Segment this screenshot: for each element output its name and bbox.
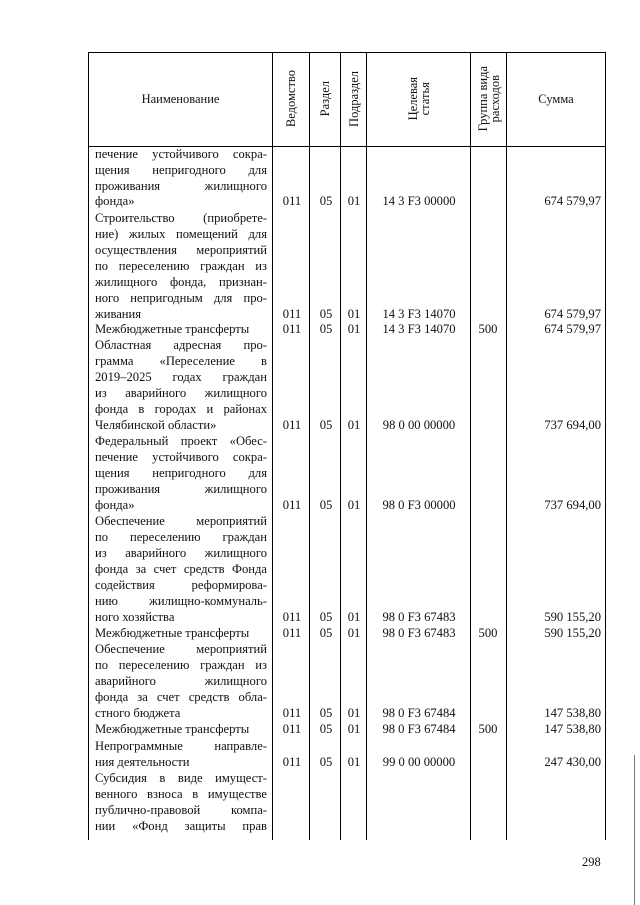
name-line: публично-правовой компа- bbox=[95, 803, 267, 817]
razdel-cell: 05 bbox=[319, 418, 333, 432]
header-summa bbox=[507, 53, 605, 145]
name-line: ного непригодным для про- bbox=[95, 291, 267, 305]
name-line: Обеспечение мероприятий bbox=[95, 642, 267, 656]
vedomstvo-cell: 011 bbox=[282, 322, 302, 336]
column-divider bbox=[340, 52, 341, 840]
vedomstvo-cell: 011 bbox=[282, 706, 302, 720]
podrazdel-cell: 01 bbox=[347, 194, 361, 208]
table-row bbox=[0, 419, 640, 433]
vedomstvo-cell: 011 bbox=[282, 626, 302, 640]
summa-cell: 737 694,00 bbox=[544, 498, 601, 512]
summa-cell: 737 694,00 bbox=[544, 418, 601, 432]
name-line: Строительство (приобрете- bbox=[95, 211, 267, 225]
summa-cell: 590 155,20 bbox=[544, 610, 601, 624]
razdel-cell: 05 bbox=[319, 610, 333, 624]
name-line: щения непригодного для bbox=[95, 163, 267, 177]
celevaya-cell: 98 0 00 00000 bbox=[382, 418, 456, 432]
header-celevaya-text bbox=[407, 77, 431, 120]
podrazdel-cell: 01 bbox=[347, 706, 361, 720]
name-line: печение устойчивого сокра- bbox=[95, 147, 267, 161]
name-line: ния деятельности bbox=[95, 755, 190, 769]
header-vedomstvo bbox=[273, 53, 309, 145]
razdel-cell: 05 bbox=[319, 722, 333, 736]
name-line: Обеспечение мероприятий bbox=[95, 514, 267, 528]
header-summa-text: Сумма bbox=[538, 91, 574, 106]
header-name-text: Наименование bbox=[141, 91, 220, 106]
podrazdel-cell: 01 bbox=[347, 307, 361, 321]
name-line: содействия реформирова- bbox=[95, 578, 267, 592]
celevaya-cell: 98 0 F3 67483 bbox=[382, 626, 456, 640]
header-razdel-text: Раздел bbox=[318, 81, 332, 117]
header-podrazdel-text: Подраздел bbox=[346, 71, 361, 127]
name-line: по переселению граждан из bbox=[95, 658, 267, 672]
scan-edge-line bbox=[634, 755, 635, 905]
header-gruppa bbox=[471, 53, 506, 145]
celevaya-cell: 98 0 F3 00000 bbox=[382, 498, 456, 512]
vedomstvo-cell: 011 bbox=[282, 194, 302, 208]
table-row bbox=[0, 627, 640, 641]
name-line: стного бюджета bbox=[95, 706, 181, 720]
column-divider bbox=[470, 52, 471, 840]
table-row bbox=[0, 707, 640, 721]
celevaya-cell: 98 0 F3 67484 bbox=[382, 722, 456, 736]
name-line: нии «Фонд защиты прав bbox=[95, 819, 267, 833]
name-line: печение устойчивого сокра- bbox=[95, 450, 267, 464]
podrazdel-cell: 01 bbox=[347, 722, 361, 736]
razdel-cell: 05 bbox=[319, 706, 333, 720]
name-line: по переселению граждан bbox=[95, 530, 267, 544]
header-celevaya bbox=[367, 53, 470, 145]
razdel-cell: 05 bbox=[319, 307, 333, 321]
name-line: живания bbox=[95, 307, 142, 321]
name-line: фонда за счет средств обла- bbox=[95, 690, 267, 704]
name-line: из аварийного жилищного bbox=[95, 546, 267, 560]
podrazdel-cell: 01 bbox=[347, 626, 361, 640]
name-line: Межбюджетные трансферты bbox=[95, 626, 250, 640]
vedomstvo-cell: 011 bbox=[282, 610, 302, 624]
podrazdel-cell: 01 bbox=[347, 418, 361, 432]
summa-cell: 147 538,80 bbox=[544, 722, 601, 736]
name-line: Непрограммные направле- bbox=[95, 739, 267, 753]
name-line: щения непригодного для bbox=[95, 466, 267, 480]
name-line: фонда за счет средств Фонда bbox=[95, 562, 267, 576]
name-line: проживания жилищного bbox=[95, 179, 267, 193]
name-line: фонда в городах и районах bbox=[95, 402, 267, 416]
razdel-cell: 05 bbox=[319, 322, 333, 336]
razdel-cell: 05 bbox=[319, 755, 333, 769]
celevaya-cell: 14 3 F3 14070 bbox=[382, 307, 456, 321]
summa-cell: 674 579,97 bbox=[544, 194, 601, 208]
column-divider bbox=[506, 52, 507, 840]
column-divider bbox=[88, 52, 89, 840]
table-row bbox=[0, 611, 640, 625]
razdel-cell: 05 bbox=[319, 626, 333, 640]
celevaya-cell: 99 0 00 00000 bbox=[382, 755, 456, 769]
name-line: проживания жилищного bbox=[95, 482, 267, 496]
summa-cell: 674 579,97 bbox=[544, 307, 601, 321]
name-line: Межбюджетные трансферты bbox=[95, 722, 250, 736]
celevaya-cell: 98 0 F3 67484 bbox=[382, 706, 456, 720]
podrazdel-cell: 01 bbox=[347, 755, 361, 769]
gruppa-cell: 500 bbox=[478, 322, 498, 336]
summa-cell: 590 155,20 bbox=[544, 626, 601, 640]
vedomstvo-cell: 011 bbox=[282, 307, 302, 321]
header-razdel bbox=[310, 53, 340, 145]
header-name bbox=[89, 53, 272, 145]
header-gruppa-text bbox=[477, 66, 501, 131]
header-gruppa-line2: расходов bbox=[487, 75, 502, 123]
razdel-cell: 05 bbox=[319, 498, 333, 512]
name-line: из аварийного жилищного bbox=[95, 386, 267, 400]
name-line: аварийного жилищного bbox=[95, 674, 267, 688]
summa-cell: 247 430,00 bbox=[544, 755, 601, 769]
name-line: ние) жилых помещений для bbox=[95, 227, 267, 241]
table-row bbox=[0, 308, 640, 322]
name-line: по переселению граждан из bbox=[95, 259, 267, 273]
summa-cell: 147 538,80 bbox=[544, 706, 601, 720]
name-line: фонда» bbox=[95, 498, 135, 512]
column-divider bbox=[605, 52, 606, 840]
page-number: 298 bbox=[582, 855, 601, 869]
header-gruppa-line1: Группа вида bbox=[475, 66, 490, 132]
name-line: Челябинской области» bbox=[95, 418, 217, 432]
header-podrazdel bbox=[341, 53, 366, 145]
column-divider bbox=[309, 52, 310, 840]
podrazdel-cell: 01 bbox=[347, 322, 361, 336]
vedomstvo-cell: 011 bbox=[282, 755, 302, 769]
name-line: венного взноса в имуществе bbox=[95, 787, 267, 801]
vedomstvo-cell: 011 bbox=[282, 498, 302, 512]
razdel-cell: 05 bbox=[319, 194, 333, 208]
name-line: Федеральный проект «Обес- bbox=[95, 434, 267, 448]
name-line: грамма «Переселение в bbox=[95, 354, 267, 368]
table-row bbox=[0, 756, 640, 770]
table-row bbox=[0, 195, 640, 209]
gruppa-cell: 500 bbox=[478, 722, 498, 736]
gruppa-cell: 500 bbox=[478, 626, 498, 640]
name-line: нию жилищно-коммуналь- bbox=[95, 594, 267, 608]
name-line: Областная адресная про- bbox=[95, 338, 267, 352]
column-divider bbox=[366, 52, 367, 840]
column-divider bbox=[272, 52, 273, 840]
name-line: осуществления мероприятий bbox=[95, 243, 267, 257]
vedomstvo-cell: 011 bbox=[282, 418, 302, 432]
celevaya-cell: 14 3 F3 14070 bbox=[382, 322, 456, 336]
name-line: Субсидия в виде имущест- bbox=[95, 771, 267, 785]
podrazdel-cell: 01 bbox=[347, 610, 361, 624]
table-row bbox=[0, 723, 640, 737]
vedomstvo-cell: 011 bbox=[282, 722, 302, 736]
name-line: жилищного фонда, признан- bbox=[95, 275, 267, 289]
header-vedomstvo-text: Ведомство bbox=[284, 70, 298, 128]
podrazdel-cell: 01 bbox=[347, 498, 361, 512]
table-row bbox=[0, 323, 640, 337]
header-celevaya-line1: Целевая bbox=[405, 77, 420, 121]
name-line: ного хозяйства bbox=[95, 610, 175, 624]
celevaya-cell: 98 0 F3 67483 bbox=[382, 610, 456, 624]
celevaya-cell: 14 3 F3 00000 bbox=[382, 194, 456, 208]
table-row bbox=[0, 499, 640, 513]
summa-cell: 674 579,97 bbox=[544, 322, 601, 336]
header-celevaya-line2: статья bbox=[417, 82, 432, 116]
name-line: 2019–2025 годах граждан bbox=[95, 370, 267, 384]
name-line: фонда» bbox=[95, 194, 135, 208]
name-line: Межбюджетные трансферты bbox=[95, 322, 250, 336]
